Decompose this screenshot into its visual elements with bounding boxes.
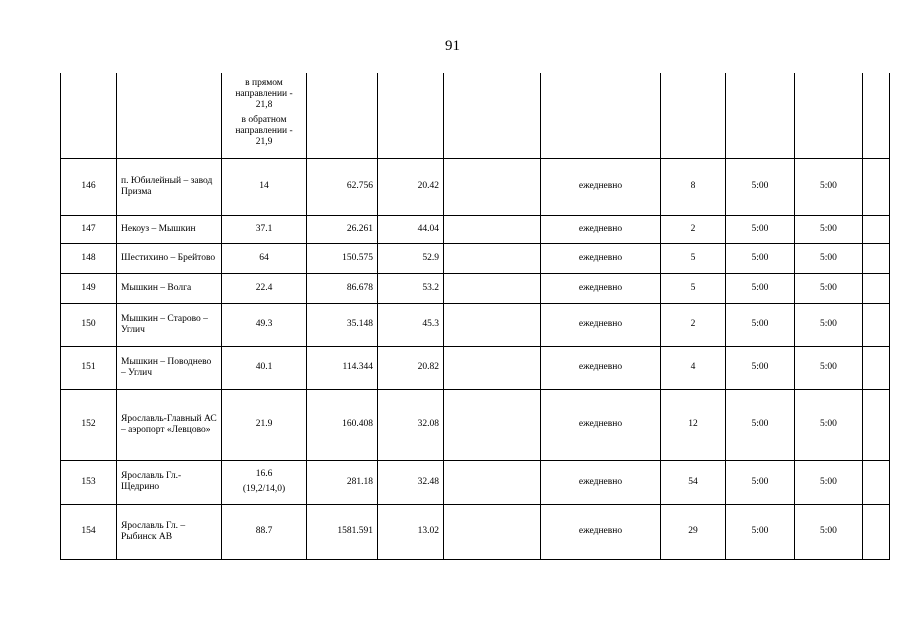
cell-schedule <box>541 389 661 460</box>
cell-route-name-text: Шестихино – Брейтово <box>121 252 216 263</box>
cell-time-c10 <box>795 158 863 215</box>
cell-length-directions <box>222 73 307 158</box>
cell-route-length <box>222 158 307 215</box>
cell-value-c8-text: 4 <box>690 362 696 372</box>
cell-route-number-text: 150 <box>81 319 96 329</box>
cell-route-length <box>222 504 307 559</box>
table-row <box>61 504 890 559</box>
cell-time-c9 <box>726 460 795 504</box>
table-row <box>61 215 890 243</box>
cell-time-c9-text: 5:00 <box>751 282 769 293</box>
cell-value-c5-text: 52.9 <box>422 252 439 263</box>
cell-time-c10-text: 5:00 <box>820 419 837 429</box>
cell-empty <box>863 73 890 158</box>
cell-schedule-text: ежедневно <box>578 181 623 191</box>
cell-route-name-text: п. Юбилейный – завод Призма <box>121 175 213 197</box>
cell-value-c5 <box>378 303 444 346</box>
cell-route-number <box>61 303 117 346</box>
cell-route-number <box>61 158 117 215</box>
table-row <box>61 460 890 504</box>
cell-time-c9 <box>726 346 795 389</box>
cell-route-length <box>222 460 307 504</box>
cell-empty <box>444 73 541 158</box>
cell-time-c9 <box>726 303 795 346</box>
cell-time-c10-text: 5:00 <box>820 181 837 191</box>
cell-empty <box>795 73 863 158</box>
cell-route-length-text: 22.4 <box>255 282 273 293</box>
cell-route-name <box>117 346 222 389</box>
cell-value-c6 <box>444 273 541 303</box>
cell-value-c11 <box>863 158 890 215</box>
cell-schedule <box>541 460 661 504</box>
cell-value-c6 <box>444 460 541 504</box>
cell-value-c8-text: 29 <box>688 526 698 536</box>
cell-value-c8-text: 8 <box>690 181 696 191</box>
cell-route-number <box>61 389 117 460</box>
cell-route-name-text: Мышкин – Волга <box>121 282 192 293</box>
table-row <box>61 158 890 215</box>
cell-value-c8-text: 5 <box>690 282 696 293</box>
page-number: 91 <box>445 38 460 54</box>
cell-route-length-text: 40.1 <box>255 362 273 372</box>
cell-value-c5-text: 45.3 <box>422 319 439 329</box>
cell-time-c10-text: 5:00 <box>820 252 837 263</box>
cell-value-c8-text: 54 <box>688 476 698 487</box>
cell-route-name <box>117 460 222 504</box>
cell-route-number <box>61 504 117 559</box>
cell-value-c8 <box>661 158 726 215</box>
cell-route-length-text: 14 <box>259 181 269 191</box>
cell-value-c4-text: 114.344 <box>342 362 373 372</box>
cell-value-c8 <box>661 504 726 559</box>
cell-time-c9 <box>726 273 795 303</box>
cell-schedule-text: ежедневно <box>578 252 623 263</box>
cell-route-number-text: 153 <box>81 476 96 487</box>
cell-route-length-text: 88.7 <box>255 526 273 536</box>
cell-time-c10 <box>795 460 863 504</box>
cell-route-length <box>222 346 307 389</box>
cell-route-number <box>61 273 117 303</box>
cell-time-c10 <box>795 346 863 389</box>
cell-time-c9 <box>726 504 795 559</box>
cell-route-length <box>222 215 307 243</box>
cell-value-c4 <box>307 273 378 303</box>
cell-value-c6 <box>444 158 541 215</box>
cell-route-name-text: Мышкин – Поводнево – Углич <box>121 356 212 378</box>
cell-time-c9 <box>726 158 795 215</box>
cell-value-c5-text: 32.08 <box>417 419 439 429</box>
cell-value-c4-text: 35.148 <box>346 319 373 329</box>
cell-value-c11 <box>863 215 890 243</box>
cell-schedule-text: ежедневно <box>578 476 623 487</box>
cell-value-c11 <box>863 346 890 389</box>
cell-time-c9 <box>726 215 795 243</box>
cell-value-c8 <box>661 303 726 346</box>
cell-time-c10-text: 5:00 <box>820 319 837 329</box>
cell-value-c11 <box>863 273 890 303</box>
cell-value-c5-text: 32.48 <box>417 476 439 487</box>
cell-time-c10 <box>795 273 863 303</box>
cell-value-c5 <box>378 158 444 215</box>
cell-value-c5 <box>378 504 444 559</box>
cell-value-c4-text: 160.408 <box>342 419 373 429</box>
cell-value-c4 <box>307 303 378 346</box>
cell-value-c5 <box>378 346 444 389</box>
table-row <box>61 346 890 389</box>
cell-route-length-text: 37.1 <box>255 223 273 234</box>
cell-schedule-text: ежедневно <box>578 419 623 429</box>
cell-value-c8 <box>661 346 726 389</box>
cell-value-c11 <box>863 504 890 559</box>
cell-time-c9-text: 5:00 <box>751 362 769 372</box>
cell-value-c4-text: 86.678 <box>346 282 373 293</box>
cell-time-c9-text: 5:00 <box>751 319 769 329</box>
cell-route-name <box>117 389 222 460</box>
cell-route-name <box>117 215 222 243</box>
cell-time-c10 <box>795 504 863 559</box>
cell-value-c11 <box>863 243 890 273</box>
cell-value-c6 <box>444 303 541 346</box>
cell-route-length-text: 49.3 <box>255 319 273 329</box>
cell-value-c4 <box>307 158 378 215</box>
cell-time-c9-text: 5:00 <box>751 181 769 191</box>
table-row <box>61 243 890 273</box>
cell-value-c6 <box>444 346 541 389</box>
cell-time-c10-text: 5:00 <box>820 223 837 234</box>
cell-time-c9 <box>726 389 795 460</box>
cell-time-c10 <box>795 303 863 346</box>
cell-value-c8 <box>661 273 726 303</box>
cell-route-number <box>61 460 117 504</box>
cell-time-c10-text: 5:00 <box>820 282 837 293</box>
cell-value-c8-text: 2 <box>690 319 696 329</box>
cell-schedule <box>541 215 661 243</box>
cell-route-name <box>117 303 222 346</box>
cell-schedule-text: ежедневно <box>578 362 623 372</box>
cell-value-c5-text: 20.42 <box>417 181 439 191</box>
cell-value-c5-text: 53.2 <box>422 282 439 293</box>
routes-table <box>60 73 890 560</box>
cell-route-name <box>117 504 222 559</box>
cell-empty <box>541 73 661 158</box>
table-row <box>61 303 890 346</box>
cell-route-name-text: Ярославль-Главный АС – аэропорт «Левцово» <box>121 413 217 435</box>
cell-time-c10-text: 5:00 <box>820 362 837 372</box>
cell-time-c10 <box>795 243 863 273</box>
cell-route-number <box>61 243 117 273</box>
cell-schedule <box>541 243 661 273</box>
cell-value-c11 <box>863 303 890 346</box>
cell-value-c8 <box>661 243 726 273</box>
cell-value-c4 <box>307 346 378 389</box>
cell-route-length <box>222 303 307 346</box>
cell-value-c11 <box>863 460 890 504</box>
cell-empty <box>726 73 795 158</box>
cell-value-c5 <box>378 460 444 504</box>
cell-route-length <box>222 389 307 460</box>
table-row <box>61 389 890 460</box>
cell-schedule-text: ежедневно <box>578 319 623 329</box>
cell-route-length <box>222 243 307 273</box>
cell-time-c10-text: 5:00 <box>820 526 837 536</box>
cell-value-c5 <box>378 215 444 243</box>
cell-empty <box>661 73 726 158</box>
cell-route-number-text: 152 <box>81 419 96 429</box>
cell-route-name <box>117 158 222 215</box>
cell-value-c4-text: 150.575 <box>342 252 373 263</box>
cell-value-c4 <box>307 243 378 273</box>
cell-value-c5-text: 20.82 <box>417 362 439 372</box>
cell-route-number-text: 151 <box>81 362 96 372</box>
cell-value-c6 <box>444 243 541 273</box>
cell-value-c5-text: 44.04 <box>417 223 439 234</box>
cell-value-c4-text: 281.18 <box>346 476 373 487</box>
table-row <box>61 273 890 303</box>
cell-time-c9-text: 5:00 <box>751 252 769 263</box>
cell-schedule-text: ежедневно <box>578 223 623 234</box>
cell-route-name-text: Ярославль Гл.- Щедрино <box>121 471 182 492</box>
cell-value-c4 <box>307 215 378 243</box>
cell-value-c4 <box>307 504 378 559</box>
cell-route-length <box>222 273 307 303</box>
cell-schedule <box>541 346 661 389</box>
cell-time-c9 <box>726 243 795 273</box>
cell-value-c8 <box>661 389 726 460</box>
cell-route-number-text: 154 <box>81 526 96 536</box>
cell-time-c9-text: 5:00 <box>751 526 769 536</box>
cell-value-c4 <box>307 389 378 460</box>
cell-schedule-text: ежедневно <box>578 282 623 293</box>
cell-route-number <box>61 346 117 389</box>
cell-route-number-text: 148 <box>81 252 96 263</box>
cell-empty <box>307 73 378 158</box>
cell-schedule <box>541 158 661 215</box>
cell-schedule-text: ежедневно <box>578 526 623 536</box>
cell-value-c8-text: 5 <box>690 252 696 263</box>
length-forward: в прямом направлении - 21,8 <box>235 78 293 111</box>
cell-empty <box>117 73 222 158</box>
cell-route-number <box>61 215 117 243</box>
cell-empty <box>61 73 117 158</box>
cell-route-name <box>117 243 222 273</box>
length-backward: в обратном направлении - 21,9 <box>235 115 293 148</box>
cell-value-c6 <box>444 215 541 243</box>
cell-value-c5 <box>378 243 444 273</box>
cell-route-name-text: Мышкин – Старово – Углич <box>121 313 208 335</box>
cell-value-c8-text: 2 <box>690 223 696 234</box>
cell-time-c10-text: 5:00 <box>820 476 837 487</box>
cell-route-name-text: Некоуз – Мышкин <box>121 223 196 234</box>
cell-route-number-text: 149 <box>81 282 96 293</box>
cell-route-number-text: 146 <box>81 181 96 191</box>
cell-time-c9-text: 5:00 <box>751 476 769 487</box>
cell-value-c5-text: 13.02 <box>417 526 439 536</box>
cell-value-c11 <box>863 389 890 460</box>
cell-route-name <box>117 273 222 303</box>
cell-value-c8 <box>661 460 726 504</box>
cell-value-c5 <box>378 389 444 460</box>
cell-route-length-text: 64 <box>259 252 269 263</box>
cell-route-length-text: 16.6 <box>255 469 273 479</box>
cell-value-c6 <box>444 389 541 460</box>
cell-time-c9-text: 5:00 <box>751 419 769 429</box>
cell-value-c5 <box>378 273 444 303</box>
cell-schedule <box>541 504 661 559</box>
cell-value-c8-text: 12 <box>688 419 698 429</box>
cell-value-c8 <box>661 215 726 243</box>
cell-value-c4-text: 26.261 <box>346 223 373 234</box>
cell-route-length-text: 21.9 <box>255 419 273 429</box>
cell-time-c10 <box>795 389 863 460</box>
cell-value-c4-text: 1581.591 <box>337 526 373 536</box>
route-length-note: (19,2/14,0) <box>242 484 286 494</box>
cell-empty <box>378 73 444 158</box>
cell-value-c6 <box>444 504 541 559</box>
cell-time-c9-text: 5:00 <box>751 223 769 234</box>
cell-schedule <box>541 303 661 346</box>
cell-route-name-text: Ярославль Гл. – Рыбинск АВ <box>121 520 186 542</box>
cell-time-c10 <box>795 215 863 243</box>
cell-value-c4 <box>307 460 378 504</box>
table-row-continuation <box>61 73 890 158</box>
cell-route-number-text: 147 <box>81 223 96 234</box>
cell-value-c4-text: 62.756 <box>346 181 373 191</box>
cell-schedule <box>541 273 661 303</box>
